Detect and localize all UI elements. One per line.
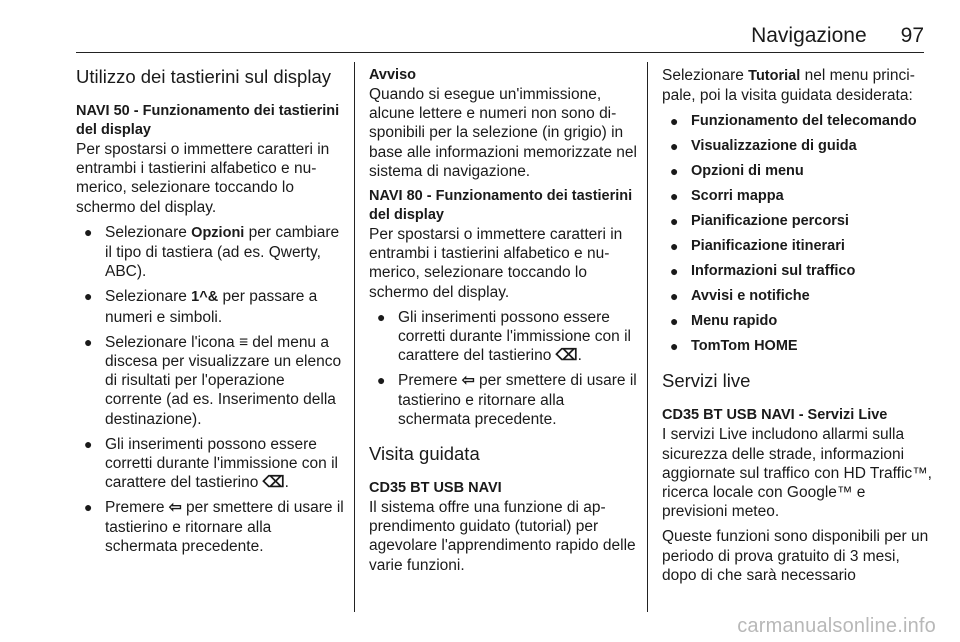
note-title: Avviso bbox=[369, 67, 417, 83]
list-item: ● Premere ⇦ per smettere di usare il tastierino e ritornare alla schermata precedente. bbox=[84, 499, 344, 555]
back-arrow-icon: ⇦ bbox=[461, 372, 475, 390]
note-text: Quando si esegue un'immissione, alcune lettere e numeri non sono disponibili per la selezione (in grigio) in base alle informazioni memorizzate nel sistema di navigazione. bbox=[369, 86, 637, 180]
tutorial-list bbox=[662, 111, 934, 356]
header-rule bbox=[76, 52, 924, 53]
column-1 bbox=[76, 64, 344, 562]
page-number: 97 bbox=[900, 24, 924, 47]
list-item: ● Gli inserimenti possono essere corretti durante l'immissione con il carattere del tastierino ⌫. bbox=[84, 435, 338, 492]
paragraph: I servizi Live includono allarmi sulla sicurezza delle strade, informazioni aggiornate sul traffico con HD Traffic™, ricerca locale con Google™ e previsioni meteo. bbox=[662, 426, 932, 521]
section-heading: Utilizzo dei tastierini sul display bbox=[76, 66, 331, 87]
list-item: ● Menu rapido bbox=[670, 313, 778, 330]
subheading: NAVI 80 - Funzionamento dei tastierini del display bbox=[369, 188, 633, 224]
list-item: ● Selezionare Opzioni per cambiare il tipo di tastiera (ad es. Qwerty, ABC). bbox=[84, 223, 340, 281]
list-item: ● Avvisi e notifiche bbox=[670, 288, 810, 305]
list-item: ● Gli inserimenti possono essere corretti durante l'immissione con il carattere del tastierino ⌫. bbox=[377, 308, 631, 365]
list-item: ● Pianificazione itinerari bbox=[670, 238, 845, 255]
page-header bbox=[751, 24, 924, 48]
paragraph: Il sistema offre una funzione di apprendimento guidato (tutorial) per agevolare l'apprendimento rapido delle varie funzioni. bbox=[369, 499, 636, 574]
column-3 bbox=[662, 66, 934, 591]
list-item: ● Scorri mappa bbox=[670, 188, 784, 205]
paragraph: Per spostarsi o immettere caratteri in entrambi i tastierini alfabetico e numerico, selezionare toccando lo schermo del display. bbox=[369, 226, 623, 301]
list-item: ● Funzionamento del telecomando bbox=[670, 113, 917, 130]
subheading: CD35 BT USB NAVI bbox=[369, 480, 502, 497]
bullet-list bbox=[76, 223, 344, 556]
list-item: ● Selezionare l'icona ≡ del menu a discesa per visualizzare un elenco di risultati per l'operazione corrente (ad es. Inserimento della destinazione). bbox=[84, 333, 342, 428]
back-arrow-icon: ⇦ bbox=[168, 499, 182, 517]
column-divider-1 bbox=[354, 62, 355, 612]
dropdown-menu-icon: ≡ bbox=[238, 333, 248, 351]
watermark: carmanualsonline.info bbox=[737, 615, 936, 637]
column-divider-2 bbox=[647, 62, 648, 612]
paragraph: Selezionare Tutorial nel menu principale, poi la visita guidata desiderata: bbox=[662, 67, 915, 105]
list-item: ● Opzioni di menu bbox=[670, 163, 804, 180]
list-item: ● Selezionare 1^& per passare a numeri e simboli. bbox=[84, 288, 318, 326]
paragraph: Queste funzioni sono disponibili per un periodo di prova gratuito di 3 mesi, dopo di che sarà necessario bbox=[662, 528, 929, 584]
section-heading: Servizi live bbox=[662, 370, 751, 392]
list-item: ● Visualizzazione di guida bbox=[670, 138, 857, 155]
bullet-list bbox=[369, 308, 639, 429]
list-item: ● TomTom HOME bbox=[670, 338, 798, 355]
section-heading: Visita guidata bbox=[369, 443, 480, 465]
section-title: Navigazione bbox=[751, 24, 867, 47]
subheading: CD35 BT USB NAVI - Servizi Live bbox=[662, 407, 888, 424]
subheading: NAVI 50 - Funzionamento dei tastierini del display bbox=[76, 103, 340, 138]
paragraph: Per spostarsi o immettere caratteri in entrambi i tastierini alfabetico e numerico, selezionare toccando lo schermo del display. bbox=[76, 141, 330, 216]
backspace-icon: ⌫ bbox=[262, 474, 285, 492]
list-item: ● Informazioni sul traffico bbox=[670, 263, 856, 280]
list-item: ● Premere ⇦ per smettere di usare il tastierino e ritornare alla schermata precedente. bbox=[377, 372, 637, 428]
backspace-icon: ⌫ bbox=[555, 347, 578, 365]
list-item: ● Pianificazione percorsi bbox=[670, 213, 849, 230]
column-2 bbox=[369, 66, 639, 581]
